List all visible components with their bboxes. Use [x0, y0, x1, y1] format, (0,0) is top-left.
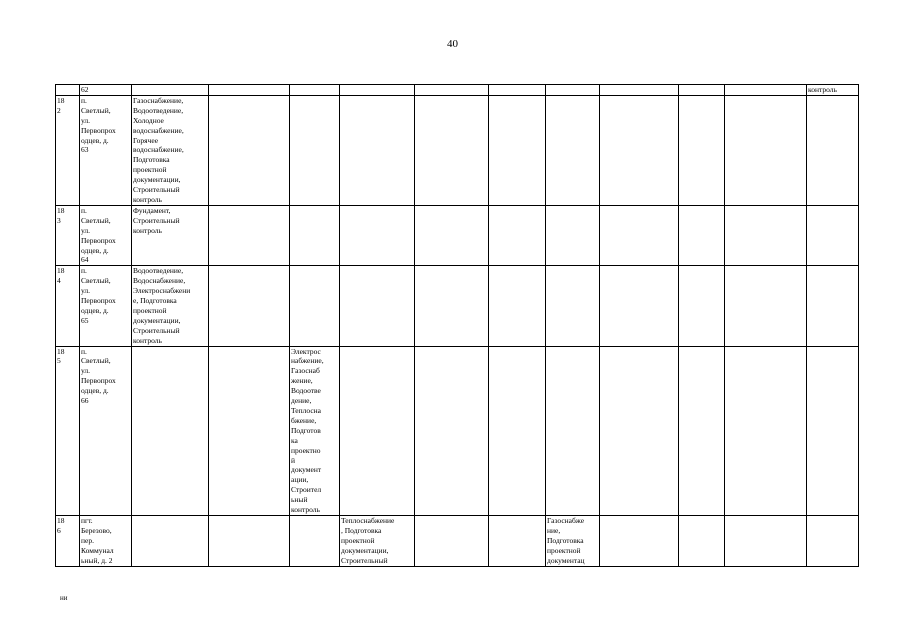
table-cell: [489, 266, 546, 346]
table-cell: [489, 95, 546, 205]
table-cell: [600, 85, 679, 96]
table-cell: контроль: [807, 85, 859, 96]
row-number-cell: 18 6: [56, 515, 80, 566]
table-cell: [209, 205, 290, 265]
table-cell: [415, 266, 489, 346]
works-cell: Водоотведение, Водоснабжение, Электроснабжени е, Подготовка проектной документации, Строительный контроль: [132, 266, 209, 346]
table-cell: [546, 205, 600, 265]
table-cell: [725, 205, 807, 265]
table-cell: [209, 515, 290, 566]
table-row: [56, 266, 859, 346]
table-cell: [807, 515, 859, 566]
table-cell: [209, 266, 290, 346]
table-cell: [725, 95, 807, 205]
table-cell: [290, 266, 340, 346]
table-row: [56, 85, 859, 96]
table-cell: [807, 266, 859, 346]
table-cell: [340, 95, 415, 205]
address-cell: п. Светлый, ул. Первопрох одцев, д. 64: [80, 205, 132, 265]
table-cell: [489, 346, 546, 515]
table-cell: [600, 266, 679, 346]
address-cell: 62: [80, 85, 132, 96]
table-cell: [209, 85, 290, 96]
table-cell: [679, 266, 725, 346]
table-cell: [415, 346, 489, 515]
table-cell: Электрос набжение, Газоснаб жение, Водоотве дение, Теплосна бжение, Подготов ка проектно й документ ации, Строител ьный контроль: [290, 346, 340, 515]
table-cell: [340, 85, 415, 96]
table-cell: [679, 95, 725, 205]
table-cell: [725, 346, 807, 515]
table-cell: [546, 95, 600, 205]
footer-mark: ни: [60, 594, 68, 602]
table-cell: [290, 95, 340, 205]
table-cell: [415, 85, 489, 96]
table-cell: [340, 266, 415, 346]
address-cell: пгт. Березово, пер. Коммунал ьный, д. 2: [80, 515, 132, 566]
table-cell: [415, 95, 489, 205]
table-cell: [415, 515, 489, 566]
table-row: [56, 515, 859, 566]
table-cell: [725, 85, 807, 96]
works-cell: Газоснабжение, Водоотведение, Холодное водоснабжение, Горячее водоснабжение, Подготовка проектной документации, Строительный контроль: [132, 95, 209, 205]
table-cell: [600, 346, 679, 515]
works-cell: Фундамент, Строительный контроль: [132, 205, 209, 265]
address-cell: п. Светлый, ул. Первопрох одцев, д. 63: [80, 95, 132, 205]
row-number-cell: 18 3: [56, 205, 80, 265]
row-number-cell: 18 5: [56, 346, 80, 515]
table-cell: Газоснабже ние, Подготовка проектной документац: [546, 515, 600, 566]
address-cell: п. Светлый, ул. Первопрох одцев, д. 66: [80, 346, 132, 515]
row-number-cell: [56, 85, 80, 96]
works-table: [55, 84, 859, 567]
address-cell: п. Светлый, ул. Первопрох одцев, д. 65: [80, 266, 132, 346]
table-cell: [489, 205, 546, 265]
works-cell: [132, 515, 209, 566]
table-cell: [290, 85, 340, 96]
table-cell: [600, 95, 679, 205]
works-cell: [132, 85, 209, 96]
table-cell: [489, 85, 546, 96]
table-cell: [679, 346, 725, 515]
table-cell: [679, 85, 725, 96]
table-cell: [807, 205, 859, 265]
table-cell: [679, 515, 725, 566]
table-cell: [340, 205, 415, 265]
table-cell: [489, 515, 546, 566]
table-cell: [290, 205, 340, 265]
table-cell: [600, 515, 679, 566]
table-row: [56, 346, 859, 515]
table-cell: [725, 515, 807, 566]
table-cell: [340, 346, 415, 515]
table-cell: [209, 95, 290, 205]
table-cell: [415, 205, 489, 265]
table-cell: [546, 346, 600, 515]
table-cell: [807, 95, 859, 205]
table-cell: [209, 346, 290, 515]
row-number-cell: 18 2: [56, 95, 80, 205]
table-cell: [679, 205, 725, 265]
table-cell: [807, 346, 859, 515]
table-cell: [725, 266, 807, 346]
page-number: 40: [447, 38, 458, 50]
table-cell: [600, 205, 679, 265]
table-cell: [546, 266, 600, 346]
table-cell: [546, 85, 600, 96]
table-cell: Теплоснабжение , Подготовка проектной документации, Строительный: [340, 515, 415, 566]
table-row: [56, 205, 859, 265]
row-number-cell: 18 4: [56, 266, 80, 346]
table-row: [56, 95, 859, 205]
table-cell: [290, 515, 340, 566]
works-cell: [132, 346, 209, 515]
